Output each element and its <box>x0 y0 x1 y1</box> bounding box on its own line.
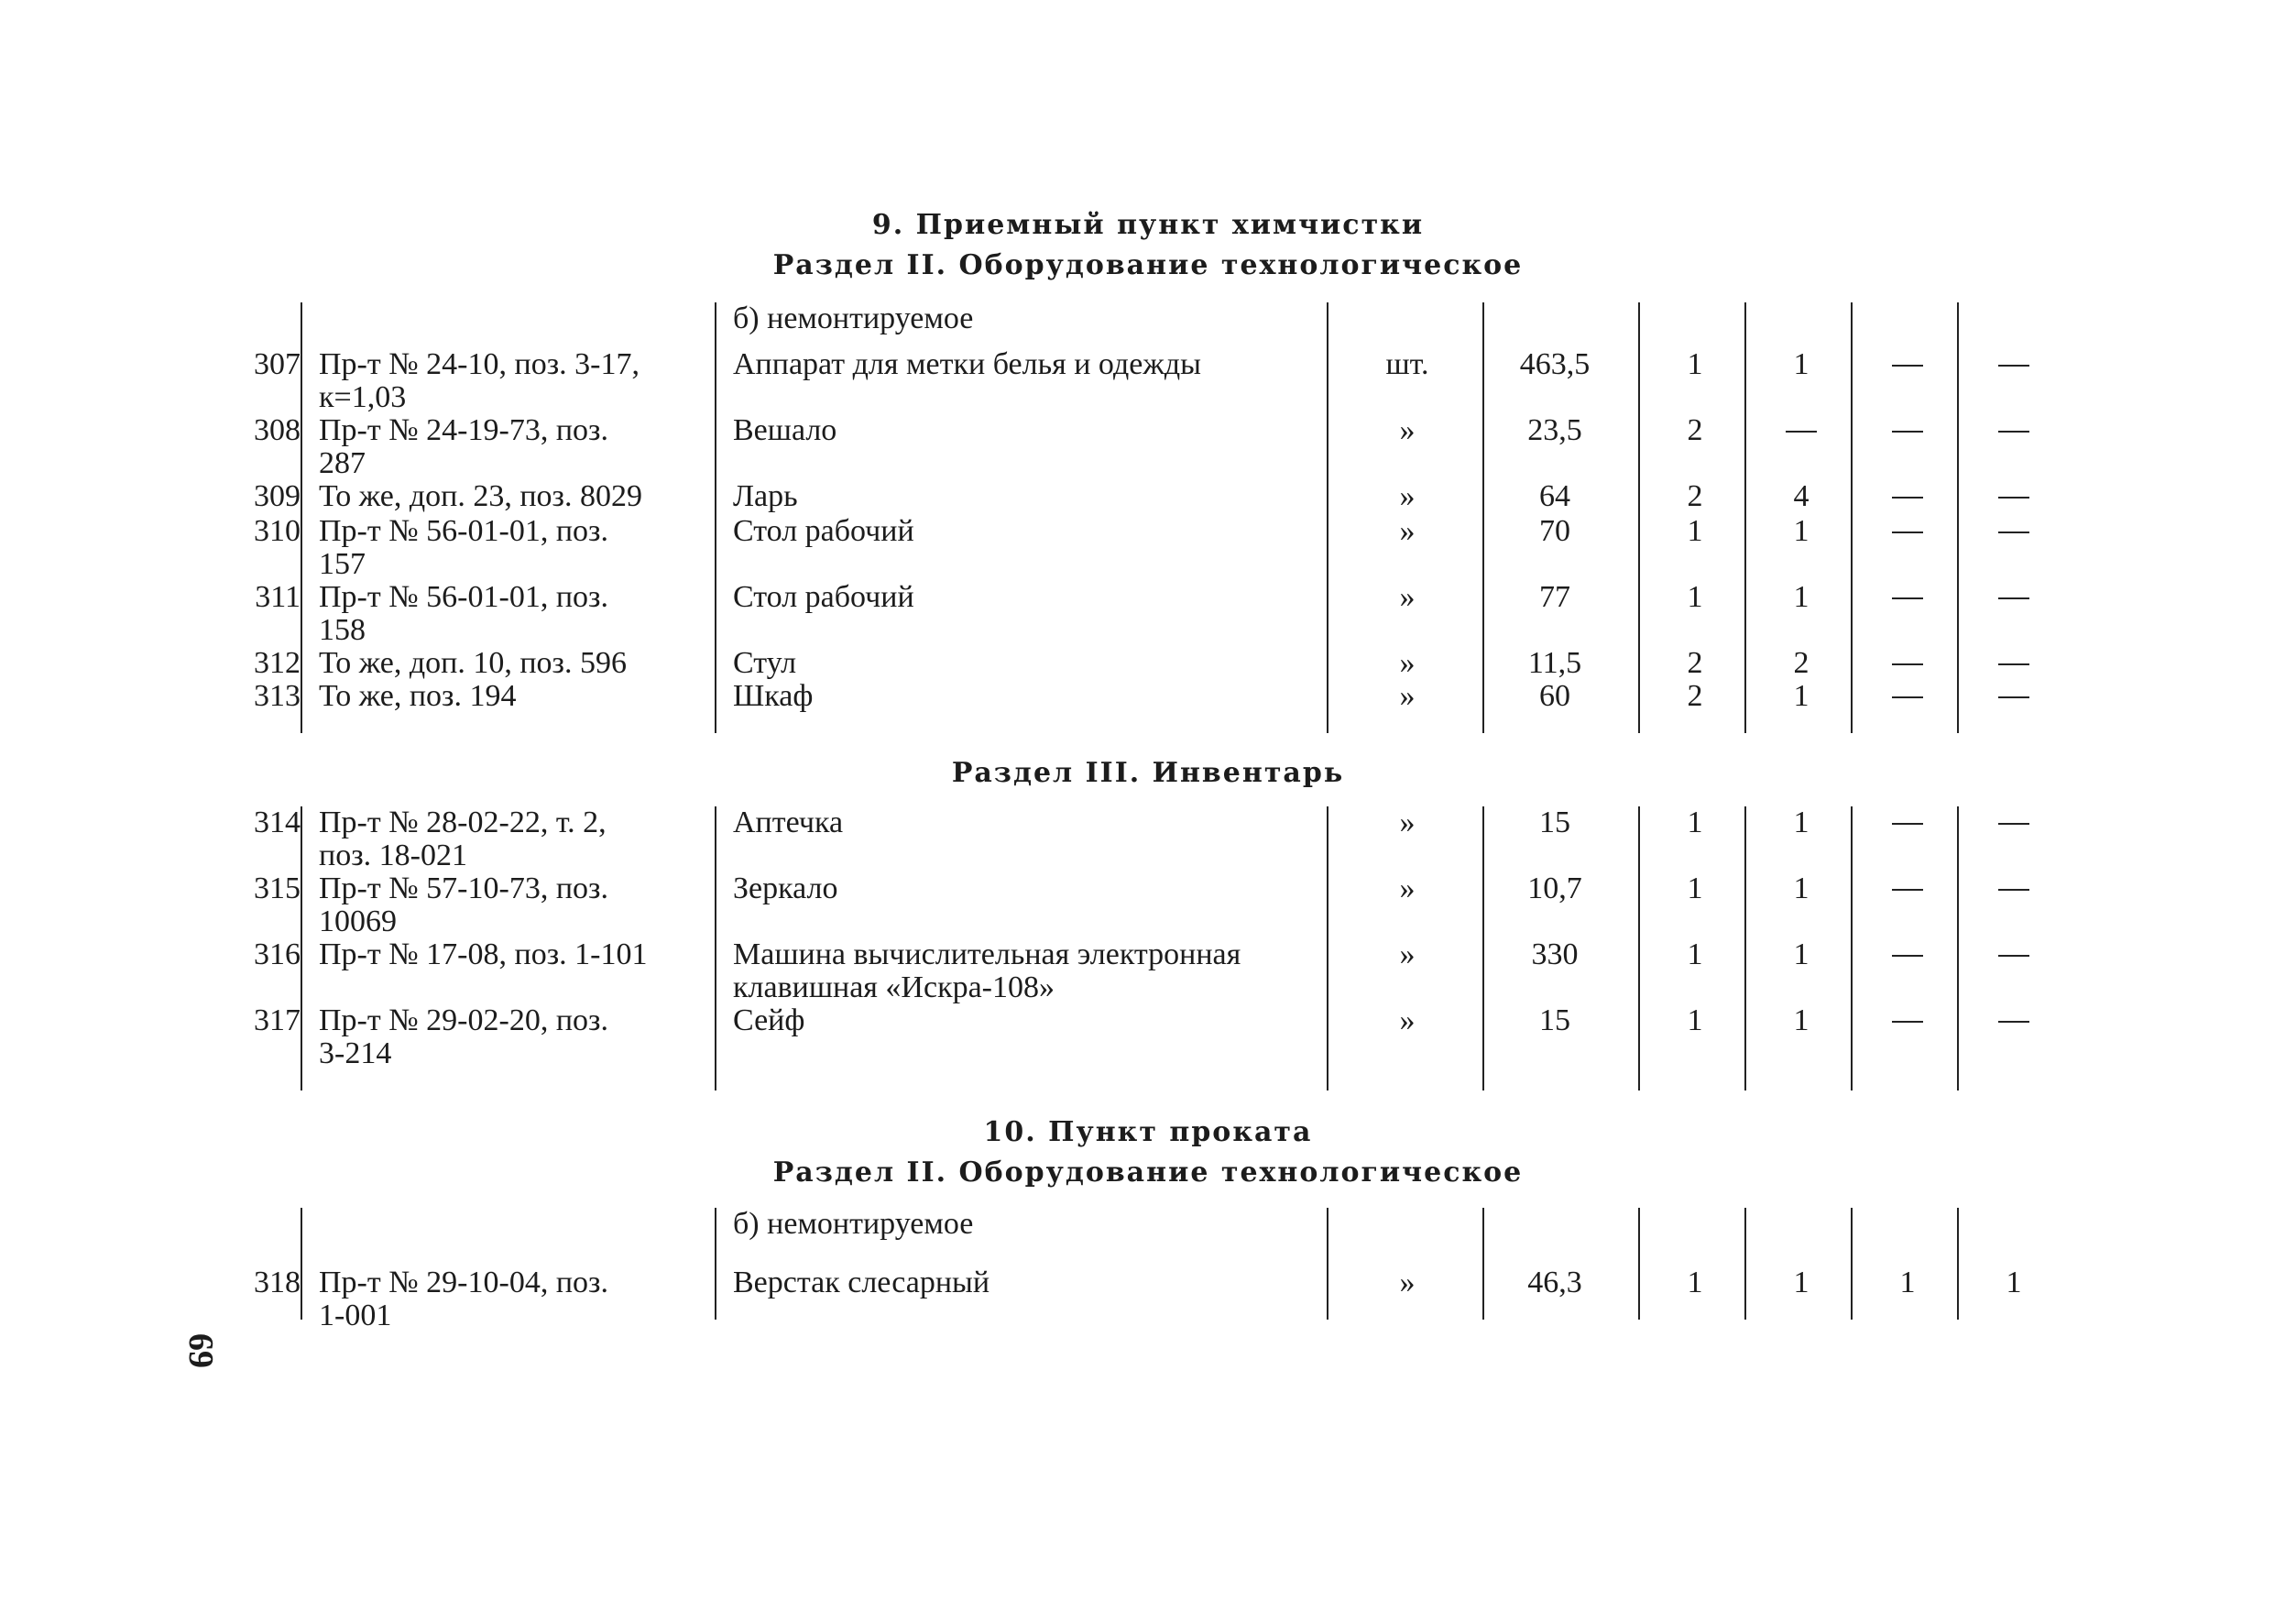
row-c2: 1 <box>1793 514 1809 548</box>
row-item-name: Стол рабочий <box>733 580 914 614</box>
row-price: 60 <box>1539 679 1570 713</box>
row-number: 311 <box>255 580 301 614</box>
column-rule <box>1482 1208 1484 1320</box>
row-c2: 2 <box>1793 646 1809 680</box>
dash-mark <box>1892 823 1923 825</box>
row-c1: 1 <box>1687 1266 1703 1299</box>
row-reference-continued: 3-214 <box>319 1036 392 1070</box>
dash-mark <box>1998 597 2029 599</box>
dash-mark <box>1998 696 2029 698</box>
row-price: 77 <box>1539 580 1570 614</box>
row-item-name: Зеркало <box>733 871 838 905</box>
column-rule <box>1851 1208 1853 1320</box>
dash-mark <box>1892 1021 1923 1023</box>
row-c4: 1 <box>2006 1266 2022 1299</box>
row-reference: Пр-т № 29-10-04, поз. <box>319 1266 608 1299</box>
dash-mark <box>1998 1021 2029 1023</box>
section-9-part-3-title-text: Раздел III. Инвентарь <box>951 757 1345 789</box>
row-number: 307 <box>254 347 301 381</box>
dash-mark <box>1998 532 2029 533</box>
row-number: 315 <box>254 871 301 905</box>
column-rule <box>1638 806 1640 1090</box>
column-rule <box>1851 302 1853 733</box>
dash-mark <box>1892 597 1923 599</box>
row-item-name: Стол рабочий <box>733 514 914 548</box>
dash-mark <box>1892 955 1923 957</box>
row-item-name: Стул <box>733 646 797 680</box>
row-number: 317 <box>254 1003 301 1037</box>
column-rule <box>1851 806 1853 1090</box>
row-unit: » <box>1399 805 1416 839</box>
row-price: 463,5 <box>1519 347 1591 381</box>
dash-mark <box>1998 955 2029 957</box>
row-unit: » <box>1399 1266 1416 1299</box>
section-9-title <box>0 209 2296 241</box>
section-10-title <box>0 1116 2296 1148</box>
row-unit: » <box>1399 479 1416 513</box>
row-reference: Пр-т № 24-19-73, поз. <box>319 413 608 447</box>
row-price: 23,5 <box>1527 413 1582 447</box>
row-c1: 2 <box>1687 413 1703 447</box>
column-rule <box>715 1208 716 1320</box>
section-10-title-text: 10. Пункт проката <box>983 1116 1313 1148</box>
row-number: 310 <box>254 514 301 548</box>
dash-mark <box>1998 497 2029 499</box>
row-item-name: Машина вычислительная электронная <box>733 937 1241 971</box>
row-reference-continued: 10069 <box>319 904 397 938</box>
row-unit: » <box>1399 514 1416 548</box>
dash-mark <box>1998 663 2029 665</box>
column-rule <box>1482 806 1484 1090</box>
row-unit: шт. <box>1385 347 1429 381</box>
section-9-part-2-title <box>0 249 2296 281</box>
column-rule <box>1482 302 1484 733</box>
section-10-part-2-title-text: Раздел II. Оборудование технологическое <box>772 1156 1524 1189</box>
column-rule <box>1638 302 1640 733</box>
row-c1: 2 <box>1687 479 1703 513</box>
row-item-name-continued: клавишная «Искра-108» <box>733 970 1055 1004</box>
column-rule <box>1744 302 1746 733</box>
page-number: 69 <box>181 1333 220 1368</box>
row-unit: » <box>1399 413 1416 447</box>
column-rule <box>301 1208 302 1320</box>
row-c2: 1 <box>1793 679 1809 713</box>
row-number: 318 <box>254 1266 301 1299</box>
row-item-name: Вешало <box>733 413 837 447</box>
row-c1: 1 <box>1687 514 1703 548</box>
row-reference-continued: 158 <box>319 613 366 647</box>
row-reference-continued: 287 <box>319 446 366 480</box>
dash-mark <box>1998 889 2029 891</box>
row-reference: Пр-т № 29-02-20, поз. <box>319 1003 608 1037</box>
row-unit: » <box>1399 679 1416 713</box>
row-number: 313 <box>254 679 301 713</box>
dash-mark <box>1892 365 1923 367</box>
column-rule <box>1327 806 1328 1090</box>
row-reference: Пр-т № 57-10-73, поз. <box>319 871 608 905</box>
row-price: 15 <box>1539 805 1570 839</box>
row-price: 70 <box>1539 514 1570 548</box>
column-rule <box>1638 1208 1640 1320</box>
row-c2: 4 <box>1793 479 1809 513</box>
row-price: 10,7 <box>1527 871 1582 905</box>
column-rule <box>301 302 302 733</box>
row-item-name: Аптечка <box>733 805 844 839</box>
row-number: 316 <box>254 937 301 971</box>
row-c2: 1 <box>1793 871 1809 905</box>
row-c1: 1 <box>1687 937 1703 971</box>
row-unit: » <box>1399 1003 1416 1037</box>
column-rule <box>1327 1208 1328 1320</box>
row-reference: То же, доп. 23, поз. 8029 <box>319 479 642 513</box>
row-item-name: Сейф <box>733 1003 805 1037</box>
row-c2: 1 <box>1793 805 1809 839</box>
row-c1: 2 <box>1687 679 1703 713</box>
row-number: 314 <box>254 805 301 839</box>
row-reference: Пр-т № 24-10, поз. 3-17, <box>319 347 640 381</box>
row-c3: 1 <box>1899 1266 1916 1299</box>
column-rule <box>301 806 302 1090</box>
section-9-title-text: 9. Приемный пункт химчистки <box>871 209 1425 241</box>
row-reference: То же, доп. 10, поз. 596 <box>319 646 627 680</box>
row-price: 64 <box>1539 479 1570 513</box>
column-rule <box>1744 806 1746 1090</box>
row-c1: 1 <box>1687 580 1703 614</box>
row-price: 330 <box>1531 937 1579 971</box>
row-price: 15 <box>1539 1003 1570 1037</box>
row-c1: 2 <box>1687 646 1703 680</box>
row-c1: 1 <box>1687 805 1703 839</box>
row-reference: Пр-т № 17-08, поз. 1-101 <box>319 937 648 971</box>
dash-mark <box>1998 365 2029 367</box>
dash-mark <box>1892 663 1923 665</box>
dash-mark <box>1786 431 1817 433</box>
dash-mark <box>1892 497 1923 499</box>
dash-mark <box>1892 431 1923 433</box>
row-reference-continued: к=1,03 <box>319 380 407 414</box>
column-rule <box>715 806 716 1090</box>
row-unit: » <box>1399 871 1416 905</box>
row-unit: » <box>1399 646 1416 680</box>
column-rule <box>1957 806 1959 1090</box>
row-reference: То же, поз. 194 <box>319 679 517 713</box>
row-c1: 1 <box>1687 871 1703 905</box>
row-c2: 1 <box>1793 580 1809 614</box>
column-rule <box>1744 1208 1746 1320</box>
row-price: 46,3 <box>1527 1266 1582 1299</box>
row-c1: 1 <box>1687 347 1703 381</box>
section-9-part-3-title <box>0 757 2296 789</box>
row-c2: 1 <box>1793 1003 1809 1037</box>
row-reference-continued: поз. 18-021 <box>319 838 467 872</box>
dash-mark <box>1998 823 2029 825</box>
row-reference: Пр-т № 56-01-01, поз. <box>319 514 608 548</box>
row-c2: 1 <box>1793 937 1809 971</box>
dash-mark <box>1998 431 2029 433</box>
row-reference: Пр-т № 28-02-22, т. 2, <box>319 805 607 839</box>
row-unit: » <box>1399 937 1416 971</box>
row-number: 309 <box>254 479 301 513</box>
row-c1: 1 <box>1687 1003 1703 1037</box>
row-reference-continued: 157 <box>319 547 366 581</box>
row-number: 312 <box>254 646 301 680</box>
column-rule <box>715 302 716 733</box>
column-rule <box>1957 1208 1959 1320</box>
row-unit: » <box>1399 580 1416 614</box>
row-item-name: Ларь <box>733 479 798 513</box>
row-reference: Пр-т № 56-01-01, поз. <box>319 580 608 614</box>
dash-mark <box>1892 696 1923 698</box>
row-price: 11,5 <box>1527 646 1582 680</box>
section-10-part-2-title <box>0 1156 2296 1189</box>
dash-mark <box>1892 889 1923 891</box>
row-item-name: Шкаф <box>733 679 814 713</box>
section-9-subgroup: б) немонтируемое <box>733 301 974 335</box>
dash-mark <box>1892 532 1923 533</box>
row-item-name: Верстак слесарный <box>733 1266 990 1299</box>
row-reference-continued: 1-001 <box>319 1299 392 1332</box>
column-rule <box>1327 302 1328 733</box>
column-rule <box>1957 302 1959 733</box>
section-9-part-2-title-text: Раздел II. Оборудование технологическое <box>772 249 1524 281</box>
row-item-name: Аппарат для метки белья и одежды <box>733 347 1201 381</box>
row-c2: 1 <box>1793 347 1809 381</box>
row-c2: 1 <box>1793 1266 1809 1299</box>
row-number: 308 <box>254 413 301 447</box>
section-10-subgroup: б) немонтируемое <box>733 1207 974 1241</box>
